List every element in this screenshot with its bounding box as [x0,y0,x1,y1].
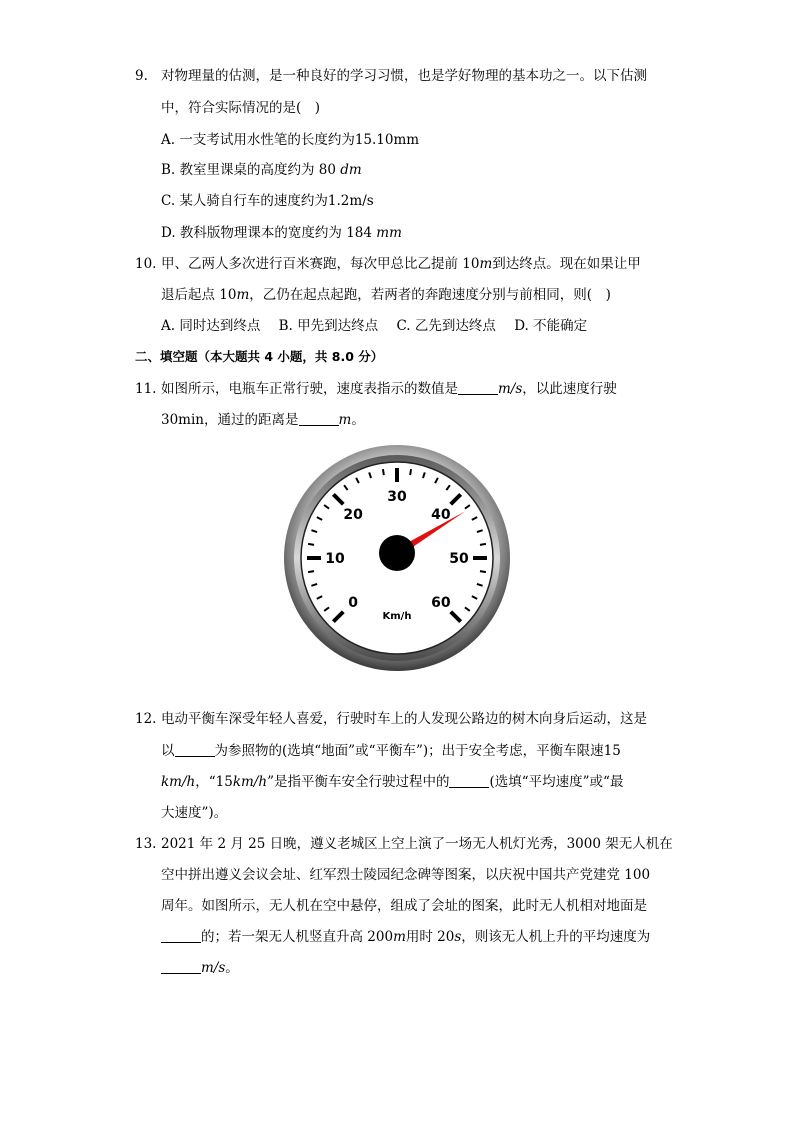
q9-option-b [161,160,362,180]
q9-stem-line2: 中，符合实际情况的是( ) [161,100,321,116]
gauge-hub [379,535,415,571]
q10-stem-line1-unit: m [479,256,493,272]
q10-stem-line1-b: 到达终点。现在如果让甲 [492,256,641,272]
q13-line1: 2021 年 2 月 25 日晚，遵义老城区上空上演了一场无人机灯光秀，3000 架无人机在 [161,836,673,852]
q11-stem-line2-b: 。 [351,412,365,428]
q13-line5-b: 。 [225,960,239,976]
gauge-label-50: 50 [449,551,469,567]
q12-line2-a: 以 [161,743,175,759]
q13-line4-a: 的；若一架无人机竖直升高 200 [201,929,394,945]
gauge-minor-tick [308,544,314,545]
gauge-label-40: 40 [431,507,451,524]
q11-unit-2: m [338,412,352,428]
gauge-minor-tick [383,469,384,475]
gauge-label-60: 60 [431,594,451,611]
q10-stem-line2-b: ，乙仍在起点起跑，若两者的奔跑速度分别与前相同，则( ) [249,287,611,303]
q13-line4-c: ，则该无人机上升的平均速度为 [461,929,651,945]
q9-option-d [161,223,402,243]
q9-option-a: A. 一支考试用水性笔的长度约为15.10mm [161,132,420,148]
q9-option-b-unit: dm [340,162,362,178]
q11-blank-1 [458,380,498,395]
q13-line3: 周年。如图所示，无人机在空中悬停，组成了会址的图案，此时无人机相对地面是 [161,898,647,914]
q13-line4 [161,927,650,947]
q13-blank-2 [161,959,201,974]
gauge-minor-tick [308,571,314,572]
gauge-unit-label: Km/h [382,611,412,622]
q11-number: 11. [135,381,157,397]
gauge-label-10: 10 [325,551,345,567]
q11-blank-2 [299,411,339,426]
gauge-minor-tick [480,544,486,545]
q12-line3-a: ，“15 [195,774,233,790]
q11-stem-line1 [161,379,617,399]
q12-line1: 电动平衡车深受年轻人喜爱，行驶时车上的人发现公路边的树木向身后运动，这是 [161,711,647,727]
q10-stem-line2 [161,285,611,305]
q10-option-b: B. 甲先到达终点 [278,318,379,334]
gauge-label-20: 20 [343,507,363,524]
gauge-label-0: 0 [348,594,359,611]
q9-option-b-text: B. 教室里课桌的高度约为 80 [161,162,341,178]
q12-line3-unit1: km/h [161,774,196,790]
q13-line4-b: 用时 20 [405,929,455,945]
q10-options [161,316,601,336]
section-heading: 二、填空题（本大题共 4 小题，共 8.0 分） [135,349,384,364]
q13-line4-unit1: m [393,929,406,945]
q10-option-d: D. 不能确定 [514,318,588,334]
q12-line2 [161,741,621,761]
q13-number: 13. [135,836,157,852]
q12-line3-c: (选填“平均速度”或“最 [489,774,624,790]
q10-stem-line2-unit: m [236,287,250,303]
q11-stem-line1-a: 如图所示，电瓶车正常行驶，速度表指示的数值是 [161,381,458,397]
gauge-minor-tick [480,571,486,572]
q12-line4: 大速度”)。 [161,805,228,821]
q12-blank-1 [175,742,215,757]
q12-blank-2 [449,773,489,788]
q9-number: 9. [135,68,148,84]
q9-option-c: C. 某人骑自行车的速度约为1.2m/s [161,193,374,209]
q12-line2-b: 为参照物的(选填“地面”或“平衡车”)；出于安全考虑，平衡车限速15 [214,743,621,759]
q12-line3-unit2: km/h [232,774,268,790]
q11-unit-1: m/s [498,381,523,397]
q10-stem-line1-a: 甲、乙两人多次进行百米赛跑，每次甲总比乙提前 10 [161,256,480,272]
q9-option-d-unit: mm [376,225,402,241]
q13-line4-unit2: s [454,929,462,945]
q13-line2: 空中拼出遵义会议会址、红军烈士陵园纪念碑等图案，以庆祝中国共产党建党 100 [161,867,651,883]
q11-stem-line2-a: 30min，通过的距离是 [161,412,299,428]
q12-line3 [161,772,623,792]
q9-stem-line1: 对物理量的估测，是一种良好的学习习惯，也是学好物理的基本功之一。以下估测 [161,68,647,84]
gauge-minor-tick [410,469,411,475]
q10-stem-line2-a: 退后起点 10 [161,287,237,303]
q10-stem-line1 [161,254,641,274]
q13-line5-unit: m/s [201,960,226,976]
gauge-label-30: 30 [387,489,407,505]
q10-number: 10. [135,256,157,272]
q13-line5 [161,958,239,978]
speedometer-figure [282,443,512,673]
q11-stem-line2 [161,410,365,430]
q9-option-d-text: D. 教科版物理课本的宽度约为 184 [161,225,377,241]
q10-option-c: C. 乙先到达终点 [396,318,496,334]
q13-blank-1 [161,928,201,943]
q11-stem-line1-b: ，以此速度行驶 [522,381,617,397]
q12-line3-b: ”是指平衡车安全行驶过程中的 [267,774,450,790]
q10-option-a: A. 同时达到终点 [161,318,261,334]
q12-number: 12. [135,711,157,727]
